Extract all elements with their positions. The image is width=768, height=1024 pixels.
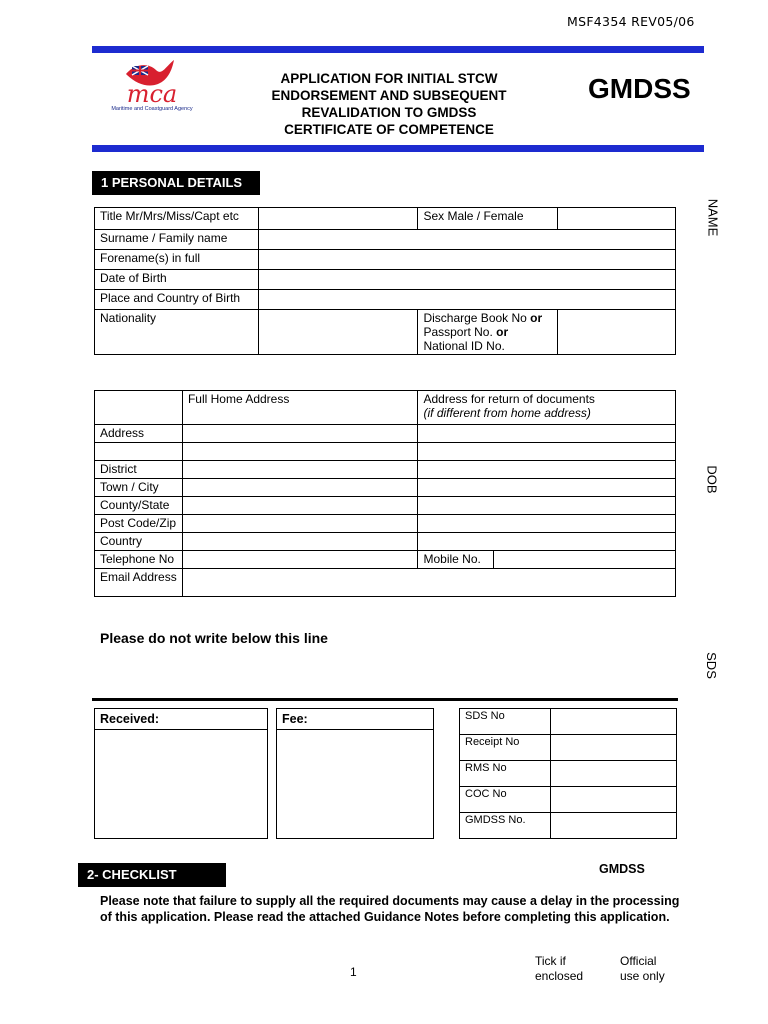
do-not-write-notice: Please do not write below this line <box>100 630 328 646</box>
return-address-line[interactable] <box>418 425 676 443</box>
official-use-heading: Official use only <box>620 954 665 983</box>
date-of-birth-field[interactable] <box>258 270 675 290</box>
address-corner-cell <box>95 391 183 425</box>
checklist-gmdss-label: GMDSS <box>599 862 645 876</box>
sex-field[interactable] <box>558 208 676 230</box>
side-label-name: NAME <box>705 198 721 237</box>
home-address-line[interactable] <box>182 443 418 461</box>
address-table <box>94 390 676 597</box>
return-postcode-field[interactable] <box>418 515 676 533</box>
page-number: 1 <box>350 965 357 979</box>
county-label: County/State <box>95 497 183 515</box>
date-of-birth-label: Date of Birth <box>95 270 259 290</box>
forenames-field[interactable] <box>258 250 675 270</box>
gmdss-no-label: GMDSS No. <box>460 813 551 839</box>
home-district-field[interactable] <box>182 461 418 479</box>
return-country-field[interactable] <box>418 533 676 551</box>
svg-text:mca: mca <box>126 80 178 108</box>
address-row-label <box>95 443 183 461</box>
received-box[interactable] <box>94 708 268 839</box>
rms-no-field[interactable] <box>550 761 676 787</box>
mobile-label: Mobile No. <box>418 551 494 569</box>
personal-details-table <box>94 207 676 355</box>
email-field[interactable] <box>182 569 675 597</box>
side-label-dob: DOB <box>704 465 720 494</box>
office-use-divider <box>92 698 678 701</box>
fee-box[interactable] <box>276 708 434 839</box>
fee-label: Fee: <box>277 709 433 730</box>
receipt-no-label: Receipt No <box>460 735 551 761</box>
gmdss-heading: GMDSS <box>588 73 691 104</box>
surname-field[interactable] <box>258 230 675 250</box>
forenames-label: Forename(s) in full <box>95 250 259 270</box>
country-label: Country <box>95 533 183 551</box>
email-label: Email Address <box>95 569 183 597</box>
nationality-label: Nationality <box>95 310 259 355</box>
telephone-field[interactable] <box>182 551 418 569</box>
return-district-field[interactable] <box>418 461 676 479</box>
sex-label: Sex Male / Female <box>418 208 558 230</box>
received-label: Received: <box>95 709 267 730</box>
title-field[interactable] <box>258 208 418 230</box>
district-label: District <box>95 461 183 479</box>
home-county-field[interactable] <box>182 497 418 515</box>
place-of-birth-label: Place and Country of Birth <box>95 290 259 310</box>
office-reference-table <box>459 708 677 839</box>
return-address-line[interactable] <box>418 443 676 461</box>
home-address-line[interactable] <box>182 425 418 443</box>
bottom-blue-rule <box>92 145 704 152</box>
nationality-field[interactable] <box>258 310 418 355</box>
place-of-birth-field[interactable] <box>258 290 675 310</box>
address-row-label: Address <box>95 425 183 443</box>
receipt-no-field[interactable] <box>550 735 676 761</box>
coc-no-field[interactable] <box>550 787 676 813</box>
gmdss-no-field[interactable] <box>550 813 676 839</box>
checklist-note: Please note that failure to supply all the required documents may cause a delay in the processing of this application. Please read the attached Guidance Notes before completing this application. <box>100 894 680 924</box>
section-personal-details-heading: 1 PERSONAL DETAILS <box>92 171 260 195</box>
discharge-book-field[interactable] <box>558 310 676 355</box>
home-postcode-field[interactable] <box>182 515 418 533</box>
form-title: APPLICATION FOR INITIAL STCW ENDORSEMENT AND SUBSEQUENT REVALIDATION TO GMDSS CERTIFICATE OF COMPETENCE <box>271 71 507 137</box>
top-blue-rule <box>92 46 704 53</box>
section-checklist-heading: 2- CHECKLIST <box>78 863 226 887</box>
return-address-heading: Address for return of documents (if different from home address) <box>418 391 676 425</box>
sds-no-field[interactable] <box>550 709 676 735</box>
rms-no-label: RMS No <box>460 761 551 787</box>
sds-no-label: SDS No <box>460 709 551 735</box>
surname-label: Surname / Family name <box>95 230 259 250</box>
coc-no-label: COC No <box>460 787 551 813</box>
home-country-field[interactable] <box>182 533 418 551</box>
return-county-field[interactable] <box>418 497 676 515</box>
title-label: Title Mr/Mrs/Miss/Capt etc <box>95 208 259 230</box>
logo-subtitle: Maritime and Coastguard Agency <box>111 106 193 112</box>
form-reference: MSF4354 REV05/06 <box>567 14 695 29</box>
postcode-label: Post Code/Zip <box>95 515 183 533</box>
return-town-field[interactable] <box>418 479 676 497</box>
home-address-heading: Full Home Address <box>182 391 418 425</box>
home-town-field[interactable] <box>182 479 418 497</box>
side-label-sds: SDS <box>703 652 719 679</box>
mobile-field[interactable] <box>494 551 676 569</box>
discharge-book-label: Discharge Book No or Passport No. or National ID No. <box>418 310 558 355</box>
tick-if-enclosed-heading: Tick if enclosed <box>535 954 584 983</box>
telephone-label: Telephone No <box>95 551 183 569</box>
town-label: Town / City <box>95 479 183 497</box>
